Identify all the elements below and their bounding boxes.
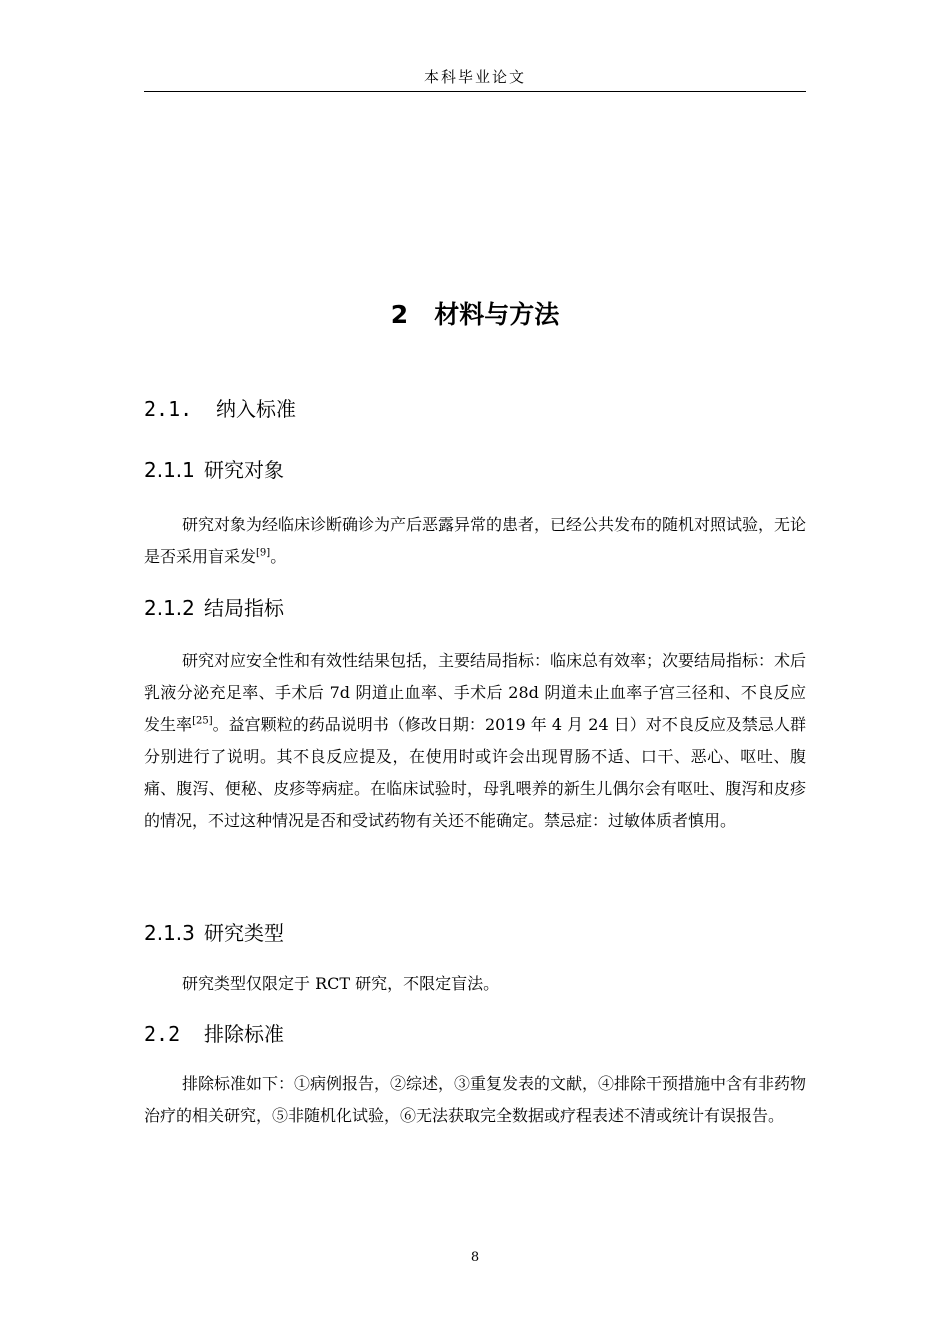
section-number: 2.2 [144, 1022, 181, 1046]
paragraph-text-end: 。 [270, 547, 287, 566]
section-title: 研究类型 [204, 921, 284, 945]
paragraph-study-subjects [144, 509, 806, 573]
chapter-number: 2 [390, 300, 409, 329]
chapter-title [144, 298, 806, 332]
section-heading-2-1-2 [144, 594, 284, 622]
paragraph-text: 研究类型仅限定于 RCT 研究，不限定盲法。 [182, 974, 500, 993]
paragraph-text: 研究对象为经临床诊断确诊为产后恶露异常的患者，已经公共发布的随机对照试验，无论是否采用盲采发 [144, 515, 807, 566]
section-title: 纳入标准 [216, 397, 296, 421]
section-heading-2-1 [144, 395, 296, 423]
section-title: 排除标准 [204, 1022, 284, 1046]
paragraph-outcome-measures [144, 645, 806, 837]
section-title: 研究对象 [204, 458, 284, 482]
section-heading-2-1-1 [144, 456, 284, 484]
page-number: 8 [470, 1250, 480, 1265]
section-heading-2-2 [144, 1020, 284, 1048]
section-number: 2.1.2 [144, 596, 195, 620]
section-title: 结局指标 [204, 596, 284, 620]
section-number: 2.1.3 [144, 921, 195, 945]
citation-ref: [9] [256, 547, 271, 559]
section-number: 2.1.1 [144, 458, 195, 482]
paragraph-study-type [144, 968, 806, 1000]
paragraph-text-end: 。益宫颗粒的药品说明书（修改日期：2019 年 4 月 24 日）对不良反应及禁忌人群分别进行了说明。其不良反应提及，在使用时或许会出现胃肠不适、口干、恶心、呕吐、腹痛、腹泻、便秘、皮疹等病症。在临床试验时，母乳喂养的新生儿偶尔会有呕吐、腹泻和皮疹的情况，不过这种情况是否和受试药物有关还不能确定。禁忌症：过敏体质者慎用。 [144, 715, 806, 830]
header-title: 本科毕业论文 [423, 68, 526, 86]
section-heading-2-1-3 [144, 919, 284, 947]
paragraph-text: 排除标准如下：①病例报告，②综述，③重复发表的文献，④排除干预措施中含有非药物治疗的相关研究，⑤非随机化试验，⑥无法获取完全数据或疗程表述不清或统计有误报告。 [144, 1074, 807, 1125]
section-number: 2.1. [144, 397, 193, 421]
page-header [144, 66, 806, 92]
chapter-title-text: 材料与方法 [434, 300, 560, 329]
paragraph-exclusion-criteria [144, 1068, 806, 1132]
paragraph-text: 研究对应安全性和有效性结果包括，主要结局指标：临床总有效率；次要结局指标：术后乳液分泌充足率、手术后 7d 阴道止血率、手术后 28d 阴道未止血率子宫三径和、不良反应发生率 [144, 651, 807, 734]
citation-ref: [25] [192, 715, 213, 727]
